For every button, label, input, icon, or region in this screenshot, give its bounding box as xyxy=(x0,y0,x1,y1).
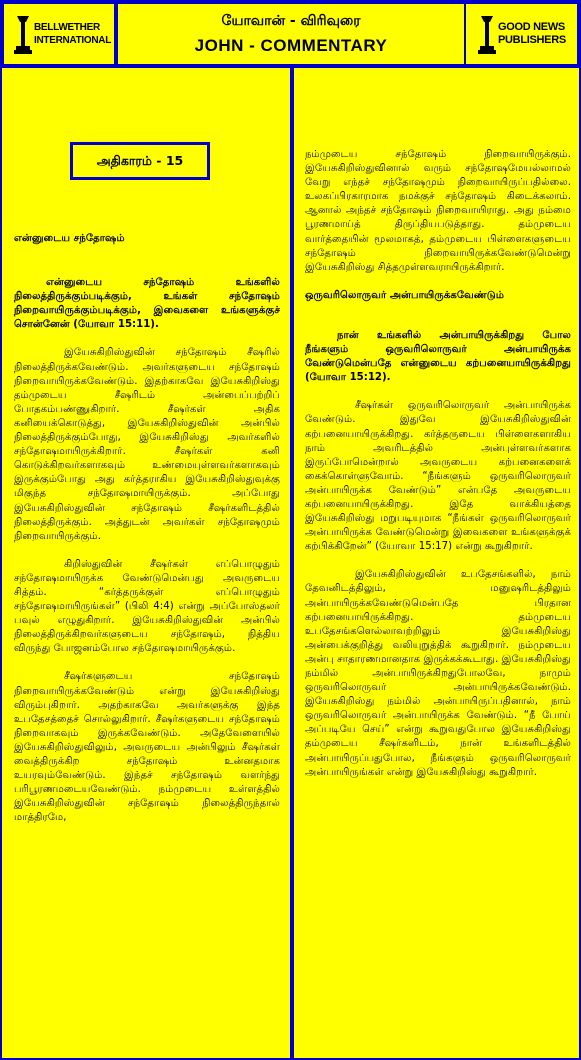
section-heading-joy: என்னுடைய சந்தோஷம் xyxy=(14,233,125,244)
column-divider xyxy=(290,68,294,1058)
lamp-icon xyxy=(478,12,496,56)
paragraph: சீஷர்களுடைய சந்தோஷம் நிறைவாயிருக்கவேண்டும் என்று இயேசுகிறிஸ்து விரும்புகிறார். அதற்காகவே அவர்களுக்கு இந்த உபதேசத்தைச் சொல்லுகிறார். சீஷர்களுடைய சந்தோஷம் நிறைவாகவும் இருக்கவேண்டும். அதேவேளையில் இயேசுகிறிஸ்துவிலும், அவருடைய அன்பிலும் சீஷர்கள் வைத்திருக்கிற சந்தோஷம் உன்னதமாக உயரவும்வேண்டும். இந்தச் சந்தோஷம் வளர்ந்து பரிபூரணமடையவேண்டும். நம்முடைய உள்ளத்தில் இயேசுகிறிஸ்துவின் சந்தோஷம் நிலைத்திருந்தால் மாத்திரமே, xyxy=(14,671,280,824)
paragraph: சீஷர்கள் ஒருவரிலொருவர் அன்பாயிருக்க வேண்டும். இதுவே இயேசுகிறிஸ்துவின் கற்பனையாயிருக்கிறது. கர்த்தருடைய பிள்ளைகளாகிய நாம் அவரிடத்தில் அன்புள்ளவர்களாக இருப்போமென்றால் அவருடைய கற்பனைகளைக் கைக்கொள்ளுவோம். “நீங்களும் ஒருவரிலொருவர் அன்பாயிருக்க வேண்டும்” என்பதே அவருடைய கற்பனையாயிருக்கிறது. இதே வாக்கியத்தை இயேசுகிறிஸ்து மறுபடியுமாக “நீங்கள் ஒருவரிலொருவர் அன்பாயிருக்க வேண்டுமென்று இவைகளை உங்களுக்குக் கற்பிக்கிறேன்” (யோவா 15:17) என்று கூறுகிறார். xyxy=(305,400,571,553)
verse-quote-15-12: நான் உங்களில் அன்பாயிருக்கிறது போல நீங்களும் ஒருவரிலொருவர் அன்பாயிருக்க வேண்டுமென்பதே என்னுடைய கற்பனையாயிருக்கிறது (யோவா 15:12). xyxy=(305,329,571,384)
left-column xyxy=(14,232,280,839)
paragraph: கிறிஸ்துவின் சீஷர்கள் எப்பொழுதும் சந்தோஷமாயிருக்க வேண்டுமென்பது அவருடைய சித்தம். “கர்த்தருக்குள் எப்பொழுதும் சந்தோஷமாயிருங்கள்” (பிலி 4:4) என்று அப்போஸ்தலர் பவுல் எழுதுகிறார். இயேசுகிறிஸ்துவின் அன்பில் நிலைத்திருக்கிறவர்களுடைய சந்தோஷம், நித்திய விருந்து போஜனம்போல சந்தோஷமாயிருக்கும். xyxy=(14,558,280,655)
right-logo-line-1: GOOD NEWS xyxy=(498,21,565,33)
chapter-label: அதிகாரம் - 15 xyxy=(70,142,210,180)
paragraph: நம்முடைய சந்தோஷம் நிறைவாயிருக்கும். இயேசுகிறிஸ்துவினால் வரும் சந்தோஷமேயல்லாமல் வேறு எந்தச் சந்தோஷமும் நிறைவாயிருப்பதில்லை. உலகப்பிரகாரமாக நமக்குச் சந்தோஷம் கிடைக்கலாம். ஆனால் அந்தச் சந்தோஷம் நிறைவாயிராது. அது நம்மை பூரணமாய்த் திருப்தியபடுத்தாது. தம்முடைய வார்த்தையின் மூலமாகத், தம்முடைய பிள்ளைகளுடைய சந்தோஷம் நிறைவாயிருக்கவேண்டுமென்று இயேசுகிறிஸ்து சித்தமுள்ளவராயிருக்கிறார். xyxy=(305,149,571,273)
left-logo-line-1: BELLWETHER xyxy=(34,22,100,33)
paragraph: இயேசுகிறிஸ்துவின் உபதேசங்களில், நாம் தேவனிடத்திலும், மனுஷரிடத்திலும் அன்பாயிருக்கவேண்டுமென்பதே பிரதான கற்பனையாயிருக்கிறது. தம்முடைய உபதேசங்களெல்லாவற்றிலும் இயேசுகிறிஸ்து அன்பைக்குறித்து வலியுறுத்திக் கூறுகிறார். நம்முடைய அன்பு சாதாரணமானதாக இருக்கக்கூடாது. இயேசுகிறிஸ்து நம்மில் அன்பாயிருக்கிறதுபோலவே, நாமும் ஒருவரிலொருவர் அன்பாயிருக்கவேண்டும். இயேசுகிறிஸ்து நம்மில் அன்பாயிருப்பதினால், நாம் ஒருவரிலொருவர் அன்பாயிருக்க வேண்டும். “நீ போய் அப்படியே செய்” என்று கூறுவதுபோல இயேசுகிறிஸ்து தம்முடைய சீஷர்களிடம், நான் உங்களிடத்தில் அன்பாயிருப்பதுபோல, நீங்களும் ஒருவரிலொருவர் அன்பாயிருங்கள் என்று இயேசுகிறிஸ்து கூறுகிறார். xyxy=(305,569,571,778)
verse-quote-15-11: என்னுடைய சந்தோஷம் உங்களில் நிலைத்திருக்கும்படிக்கும், உங்கள் சந்தோஷம் நிறைவாயிருக்கும்படிக்கும், இவைகளை உங்களுக்குச் சொன்னேன் (யோவா 15:11). xyxy=(14,277,280,331)
good-news-logo xyxy=(464,2,579,66)
title-block xyxy=(116,2,466,66)
left-logo-line-2: INTERNATIONAL xyxy=(34,35,112,46)
paragraph: இயேசுகிறிஸ்துவின் சந்தோஷம் சீஷரில் நிலைத்திருக்கவேண்டும். அவர்களுடைய சந்தோஷம் நிறைவாயிருக்கவேண்டும். இதற்காகவே இயேசுகிறிஸ்து தம்முடைய சீஷரிடம் அன்பைப்பற்றிப் போதகம்பண்ணுகிறார். சீஷர்கள் அதிக கனியைக்கொடுத்து, இயேசுகிறிஸ்துவின் அன்பில் நிலைத்திருக்கும்போது, இயேசுகிறிஸ்து அவர்களில் சந்தோஷமாயிருக்கிறார். சீஷர்கள் கனி கொடுக்கிறவர்களாகவும் உண்மையுள்ளவர்களாகவும் இருக்கும்போது அது கர்த்தராகிய இயேசுகிறிஸ்துவுக்கு மிகுந்த சந்தோஷமாயிருக்கும். அப்போது இயேசுகிறிஸ்துவின் சந்தோஷம் சீஷர்களிடத்தில் நிலைத்திருக்கும். அத்துடன் அவர்கள் சந்தோஷமும் நிறைவாயிருக்கும். xyxy=(14,347,280,542)
bellwether-logo xyxy=(2,2,116,66)
right-column xyxy=(305,148,571,794)
header xyxy=(2,2,579,66)
title-tamil: யோவான் - விரிவுரை xyxy=(221,13,361,29)
title-english: JOHN - COMMENTARY xyxy=(194,36,388,55)
right-logo-line-2: PUBLISHERS xyxy=(498,34,566,46)
lamp-icon xyxy=(14,12,32,56)
section-heading-love: ஒருவரிலொருவர் அன்பாயிருக்கவேண்டும் xyxy=(305,289,505,301)
